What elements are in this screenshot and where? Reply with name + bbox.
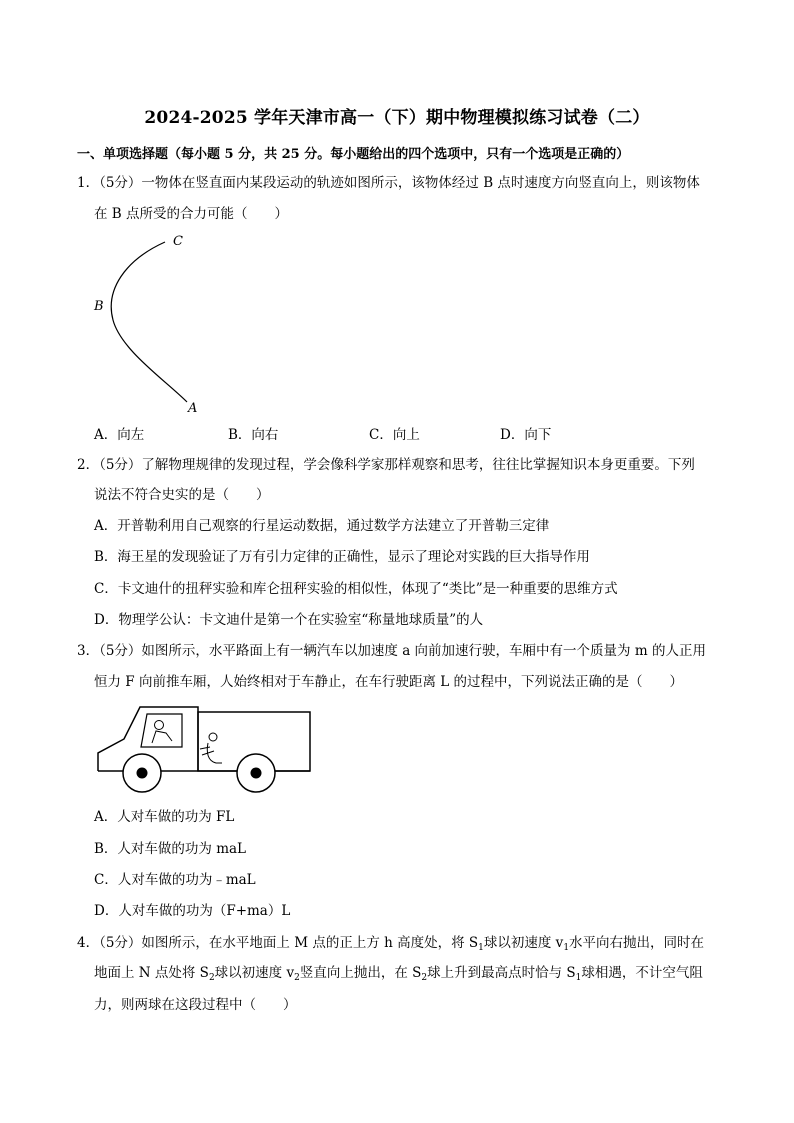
q2-option-c[interactable]: C．卡文迪什的扭秤实验和库仑扭秤实验的相似性，体现了“类比”是一种重要的思维方式	[94, 581, 618, 597]
trajectory-curve	[111, 242, 187, 402]
q3-option-c[interactable]: C．人对车做的功为﹣maL	[94, 872, 256, 888]
person-head	[209, 733, 217, 741]
q1-option-d[interactable]: D．向下	[500, 427, 552, 443]
q4-stem-line2: 地面上 N 点处将 $S_2$球以初速度 $v_2$竖直向上抛出，在 $S_2$球上升到最高点时恰与 $S_1$球相遇，不计空气阻	[94, 965, 703, 983]
q2-option-d[interactable]: D．物理学公认：卡文迪什是第一个在实验室“称量地球质量”的人	[94, 612, 484, 628]
q4-stem-line3: 力，则两球在这段过程中（ ）	[94, 997, 297, 1013]
q3-option-d[interactable]: D．人对车做的功为（F+ma）L	[94, 903, 291, 919]
q1-option-a[interactable]: A．向左	[94, 427, 145, 443]
q2-option-b[interactable]: B．海王星的发现验证了万有引力定律的正确性，显示了理论对实践的巨大指导作用	[94, 549, 590, 565]
section-heading: 一、单项选择题（每小题 5 分，共 25 分。每小题给出的四个选项中，只有一个选项是正确的）	[77, 147, 630, 162]
q1-option-b[interactable]: B．向右	[228, 427, 279, 443]
driver-body	[152, 731, 172, 743]
point-c-label: C	[173, 234, 183, 249]
q1-trajectory-figure	[85, 230, 205, 415]
point-b-label: B	[94, 299, 104, 314]
person-body	[200, 743, 222, 763]
q4-stem-line1: 4．（5分）如图所示，在水平地面上 M 点的正上方 h 高度处，将 $S_1$球以初速度 $v_1$水平向右抛出，同时在	[77, 935, 705, 953]
point-a-label: A	[188, 401, 198, 416]
q3-stem-line1: 3．（5分）如图所示，水平路面上有一辆汽车以加速度 a 向前加速行驶，车厢中有一个质量为 m 的人正用	[77, 643, 706, 659]
q2-stem-line1: 2．（5分）了解物理规律的发现过程，学会像科学家那样观察和思考，往往比掌握知识本身更重要。下列	[77, 457, 695, 473]
q1-stem-line1: 1．（5分）一物体在竖直面内某段运动的轨迹如图所示，该物体经过 B 点时速度方向竖直向上，则该物体	[77, 175, 700, 191]
driver-head	[155, 721, 164, 730]
front-wheel-hub	[137, 768, 148, 779]
rear-wheel-hub	[251, 768, 262, 779]
q2-option-a[interactable]: A．开普勒利用自己观察的行星运动数据，通过数学方法建立了开普勒三定律	[94, 518, 550, 534]
truck-cab-window	[141, 714, 182, 747]
q3-truck-figure	[94, 703, 314, 813]
q3-stem-line2: 恒力 F 向前推车厢，人始终相对于车静止，在车行驶距离 L 的过程中，下列说法正确的是（ ）	[94, 674, 683, 690]
q1-options	[94, 423, 654, 443]
exam-title: 2024-2025 学年天津市高一（下）期中物理模拟练习试卷（二）	[144, 108, 650, 128]
q2-stem-line2: 说法不符合史实的是（ ）	[94, 487, 270, 503]
q1-stem-line2: 在 B 点所受的合力可能（ ）	[94, 206, 289, 222]
q3-option-b[interactable]: B．人对车做的功为 maL	[94, 841, 247, 857]
q1-option-c[interactable]: C．向上	[369, 427, 420, 443]
q3-option-a[interactable]: A．人对车做的功为 FL	[94, 809, 235, 825]
